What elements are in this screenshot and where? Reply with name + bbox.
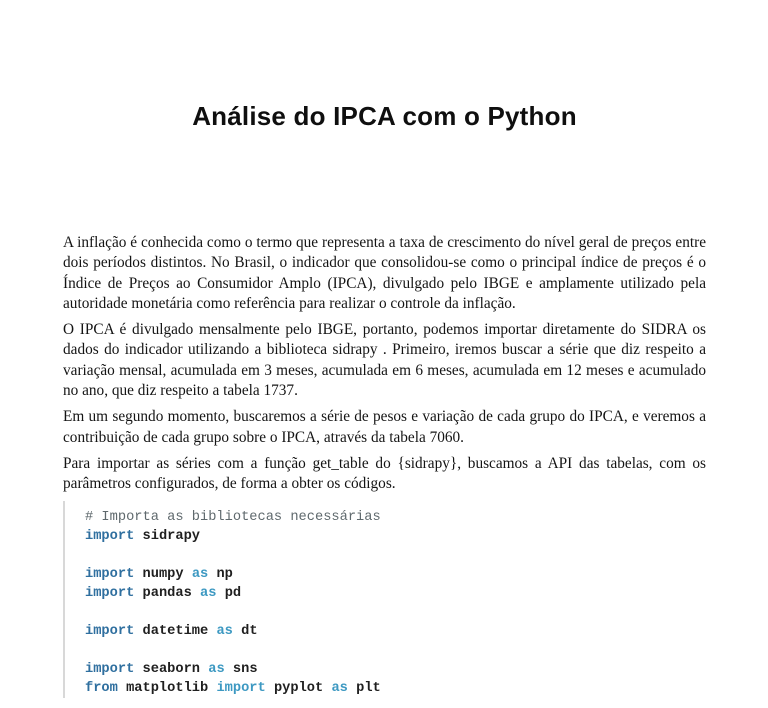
- code-token: pyplot: [273, 680, 324, 696]
- code-token: [225, 662, 233, 677]
- code-token: import: [85, 623, 135, 639]
- code-token: import: [85, 528, 135, 544]
- code-token: [134, 586, 142, 601]
- paragraph-get-table: Para importar as séries com a função get_table do {sidrapy}, buscamos a API das tabelas, com os parâmetros configurados, de forma a obter os códigos.: [63, 454, 706, 493]
- code-token: [192, 586, 200, 601]
- code-token: as: [191, 566, 209, 582]
- code-token: numpy: [142, 566, 184, 582]
- paragraph-intro-inflacao: A inflação é conhecida como o termo que representa a taxa de crescimento do nível geral de preços entre dois períodos distintos. No Brasil, o indicador que consolidou-se como o principal índice de preços é o Índice de Preços ao Consumidor Amplo (IPCA), divulgado pelo IBGE e amplamente utilizado pela autoridade monetária como referência para realizar o controle da inflação.: [63, 234, 706, 312]
- code-token: plt: [356, 680, 381, 696]
- code-token: [134, 567, 142, 582]
- code-token: from: [85, 680, 118, 696]
- code-token: [233, 624, 241, 639]
- code-token: import: [85, 585, 135, 601]
- code-token: pd: [224, 585, 242, 601]
- code-token: matplotlib: [126, 680, 209, 696]
- code-line: [85, 527, 706, 546]
- code-line: [85, 584, 706, 603]
- code-token: as: [331, 680, 348, 696]
- paragraph-ipca-sidra: O IPCA é divulgado mensalmente pelo IBGE, portanto, podemos importar diretamente do SIDRA os dados do indicador utilizando a biblioteca sidrapy . Primeiro, iremos buscar a série que diz respeito a variação mensal, acumulada em 3 meses, acumulada em 6 meses, acumulada em 12 meses e acumulado no ano, que diz respeito a tabela 1737.: [63, 321, 706, 400]
- code-line: [85, 622, 706, 641]
- code-token: [266, 681, 274, 696]
- code-line: [85, 508, 706, 527]
- code-line: [85, 641, 706, 660]
- code-token: pandas: [142, 585, 192, 601]
- paragraph-grupos-ipca: Em um segundo momento, buscaremos a série de pesos e variação de cada grupo do IPCA, e veremos a contribuição de cada grupo sobre o IPCA, através da tabela 7060.: [63, 408, 706, 446]
- code-block-python-imports: [63, 501, 706, 698]
- code-line: [85, 660, 706, 679]
- code-token: import: [216, 680, 266, 696]
- page-title: Análise do IPCA com o Python: [192, 101, 577, 132]
- code-token: dt: [241, 623, 258, 639]
- code-token: np: [216, 566, 233, 582]
- code-token: [134, 624, 142, 639]
- code-token: [118, 681, 126, 696]
- code-token: [200, 662, 208, 677]
- code-token: # Importa as bibliotecas necessárias: [85, 509, 381, 525]
- code-token: [134, 529, 142, 544]
- code-line: [85, 603, 706, 622]
- code-token: sns: [232, 661, 258, 677]
- code-token: [216, 586, 224, 601]
- code-line: [85, 565, 706, 584]
- code-token: seaborn: [142, 661, 201, 677]
- code-token: as: [216, 623, 233, 639]
- code-line: [85, 546, 706, 565]
- code-token: as: [200, 585, 217, 601]
- code-token: datetime: [142, 623, 209, 639]
- code-token: [134, 662, 142, 677]
- code-token: [184, 567, 192, 582]
- code-token: [348, 681, 356, 696]
- document-body: [63, 233, 706, 698]
- code-token: as: [208, 661, 225, 677]
- code-token: sidrapy: [142, 528, 201, 544]
- code-token: import: [85, 566, 135, 582]
- code-token: import: [85, 661, 135, 677]
- code-line: [85, 679, 706, 698]
